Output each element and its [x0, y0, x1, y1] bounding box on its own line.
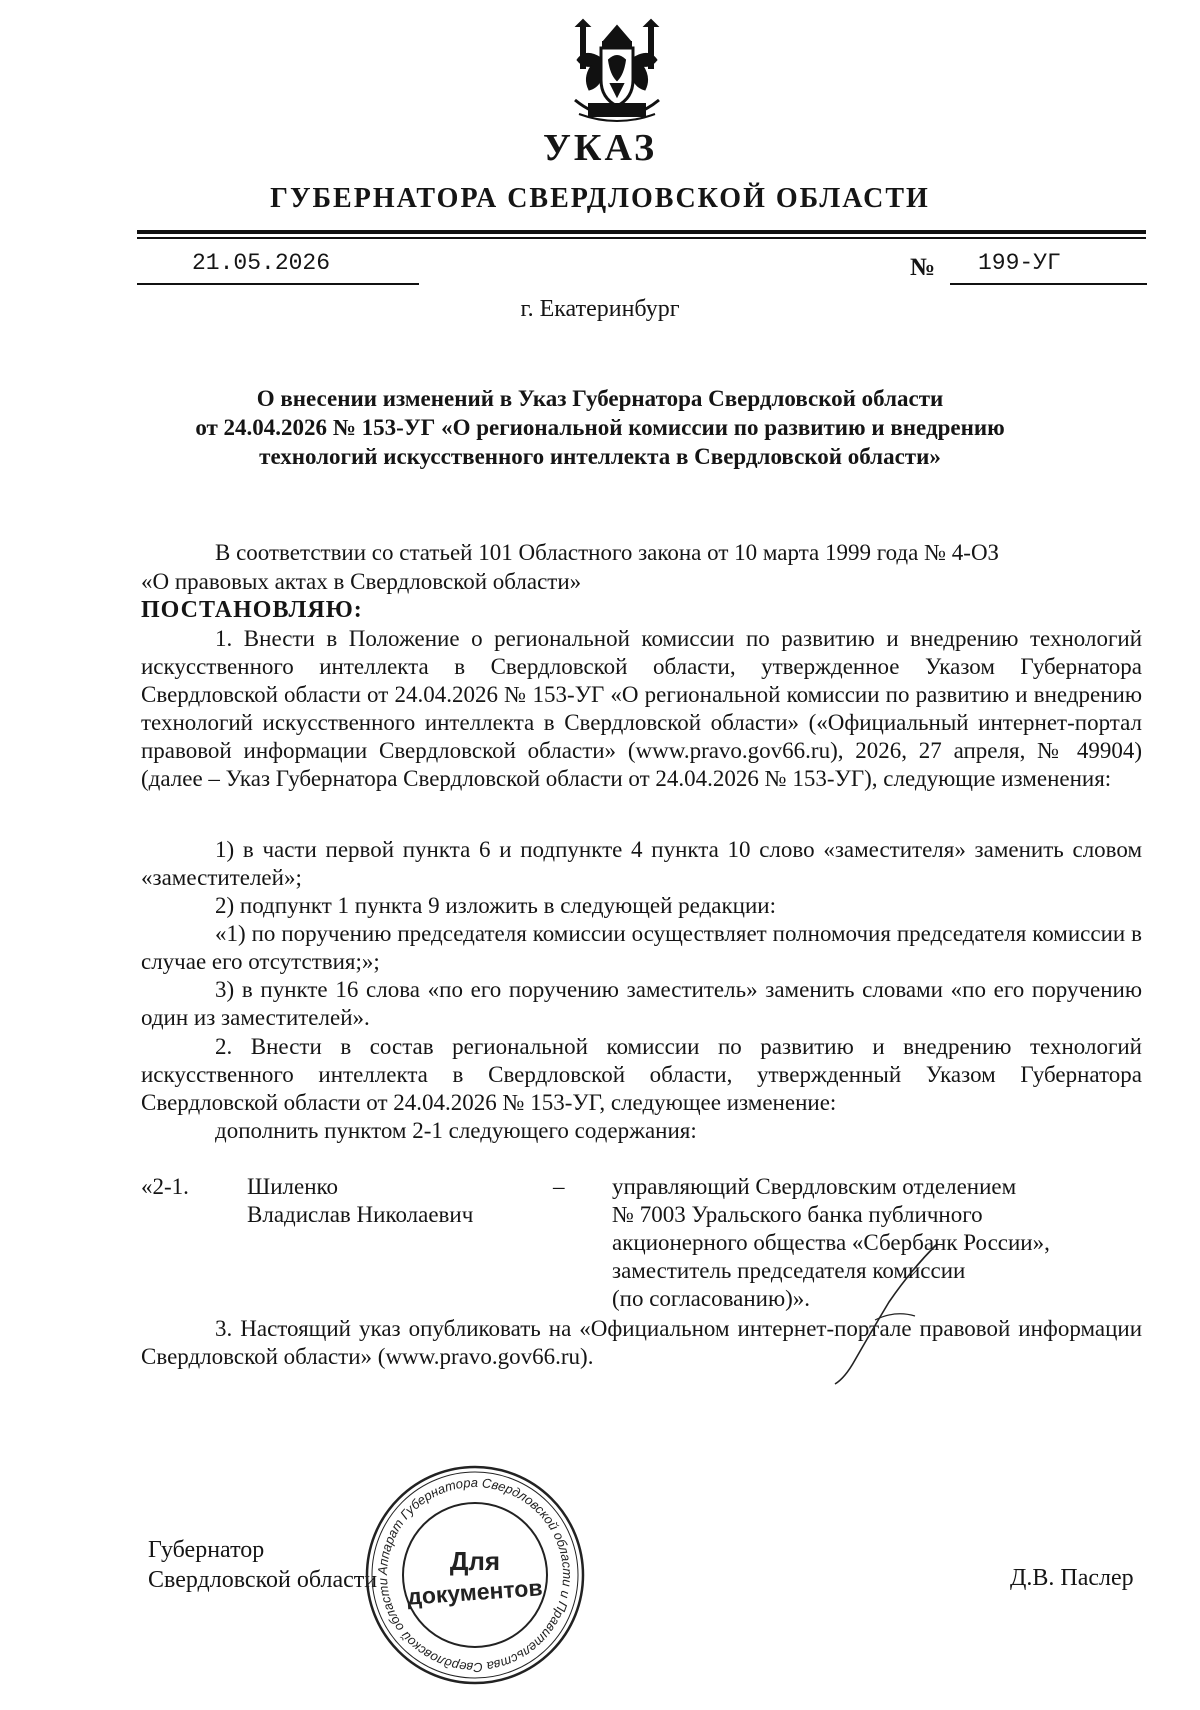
item-1-subitem-3: 3) в пункте 16 слова «по его поручению заместитель» заменить словами «по его поручению один из заместителей». — [141, 977, 1142, 1030]
official-seal-stamp — [360, 1460, 590, 1690]
item-1-subitem-2: 2) подпункт 1 пункта 9 изложить в следующей редакции: — [215, 893, 776, 918]
decree-date: 21.05.2026 — [192, 250, 331, 276]
issuer-heading: ГУБЕРНАТОРА СВЕРДЛОВСКОЙ ОБЛАСТИ — [270, 183, 930, 214]
item-2-paragraph: 2. Внести в состав региональной комиссии по развитию и внедрению технологий искусственного интеллекта в Свердловской области, утвержденный Указом Губернатора Свердловской области от 24.04.2026 № 153-УГ, следующее изменение: — [141, 1034, 1142, 1115]
title-line: от 24.04.2026 № 153-УГ «О региональной комиссии по развитию и внедрению — [195, 415, 1005, 440]
number-sign: № — [910, 254, 936, 281]
title-line: О внесении изменений в Указ Губернатора Свердловской области — [256, 386, 944, 411]
member-position-line: заместитель председателя комиссии — [612, 1258, 966, 1283]
member-entry-number: «2-1. — [141, 1174, 189, 1199]
member-given-names: Владислав Николаевич — [247, 1202, 474, 1227]
signatory-post-line: Губернатор — [148, 1537, 265, 1563]
handwritten-signature — [815, 1240, 945, 1390]
title-line: технологий искусственного интеллекта в Свердловской области» — [259, 444, 941, 469]
seal-center-line: Для — [449, 1546, 501, 1576]
date-underline — [137, 283, 419, 285]
item-3-paragraph: 3. Настоящий указ опубликовать на «Официальном интернет-портале правовой информации Свердловской области» (www.pravo.gov66.ru). — [141, 1316, 1142, 1369]
seal-center-line: документов — [406, 1574, 544, 1610]
number-underline — [950, 283, 1147, 285]
member-name — [247, 1173, 547, 1229]
resolve-heading: ПОСТАНОВЛЯЮ: — [141, 597, 363, 623]
item-2-addition: дополнить пунктом 2-1 следующего содержания: — [215, 1118, 697, 1143]
item-1-paragraph: 1. Внести в Положение о региональной комиссии по развитию и внедрению технологий искусственного интеллекта в Свердловской области, утвержденное Указом Губернатора Свердловской области от 24.04.2026 № 153-УГ «О региональной комиссии по развитию и внедрению технологий искусственного интеллекта в Свердловской области» («Официальный интернет-портал правовой информации Свердловской области» (www.pravo.gov66.ru), 2026, 27 апреля, № 49904) (далее – Указ Губернатора Свердловской области от 24.04.2026 № 153-УГ), следующие изменения: — [141, 626, 1142, 791]
decree-number: 199-УГ — [978, 250, 1061, 276]
coat-of-arms-emblem — [567, 18, 667, 126]
signatory-post-line: Свердловской области — [148, 1567, 378, 1593]
issue-city: г. Екатеринбург — [520, 296, 680, 322]
item-1-subitem-1: 1) в части первой пункта 6 и подпункте 4 пункта 10 слово «заместителя» заменить словом «заместителей»; — [141, 837, 1142, 890]
member-position-line: № 7003 Уральского банка публичного — [612, 1202, 983, 1227]
member-surname: Шиленко — [247, 1174, 339, 1199]
document-type-heading: УКАЗ — [543, 127, 657, 169]
item-1-subitem-2-text: «1) по поручению председателя комиссии осуществляет полномочия председателя комиссии в случае его отсутствия;»; — [141, 921, 1142, 974]
preamble-line: «О правовых актах в Свердловской области» — [141, 569, 582, 594]
header-rule-thick — [137, 230, 1146, 234]
signatory-name: Д.В. Паслер — [1010, 1565, 1134, 1591]
member-position-line: (по согласованию)». — [612, 1286, 811, 1311]
header-rule-thin — [137, 237, 1146, 239]
seal-ring-text: Аппарат Губернатора Свердловской области и Правительства Свердловской области — [374, 1474, 576, 1676]
signatory-post — [148, 1535, 377, 1595]
member-dash: – — [553, 1174, 565, 1199]
member-position-line: управляющий Свердловским отделением — [612, 1174, 1017, 1199]
preamble-line: В соответствии со статьей 101 Областного закона от 10 марта 1999 года № 4-ОЗ — [215, 540, 1000, 565]
decree-title — [150, 384, 1050, 471]
member-position-line: акционерного общества «Сбербанк России», — [612, 1230, 1050, 1255]
